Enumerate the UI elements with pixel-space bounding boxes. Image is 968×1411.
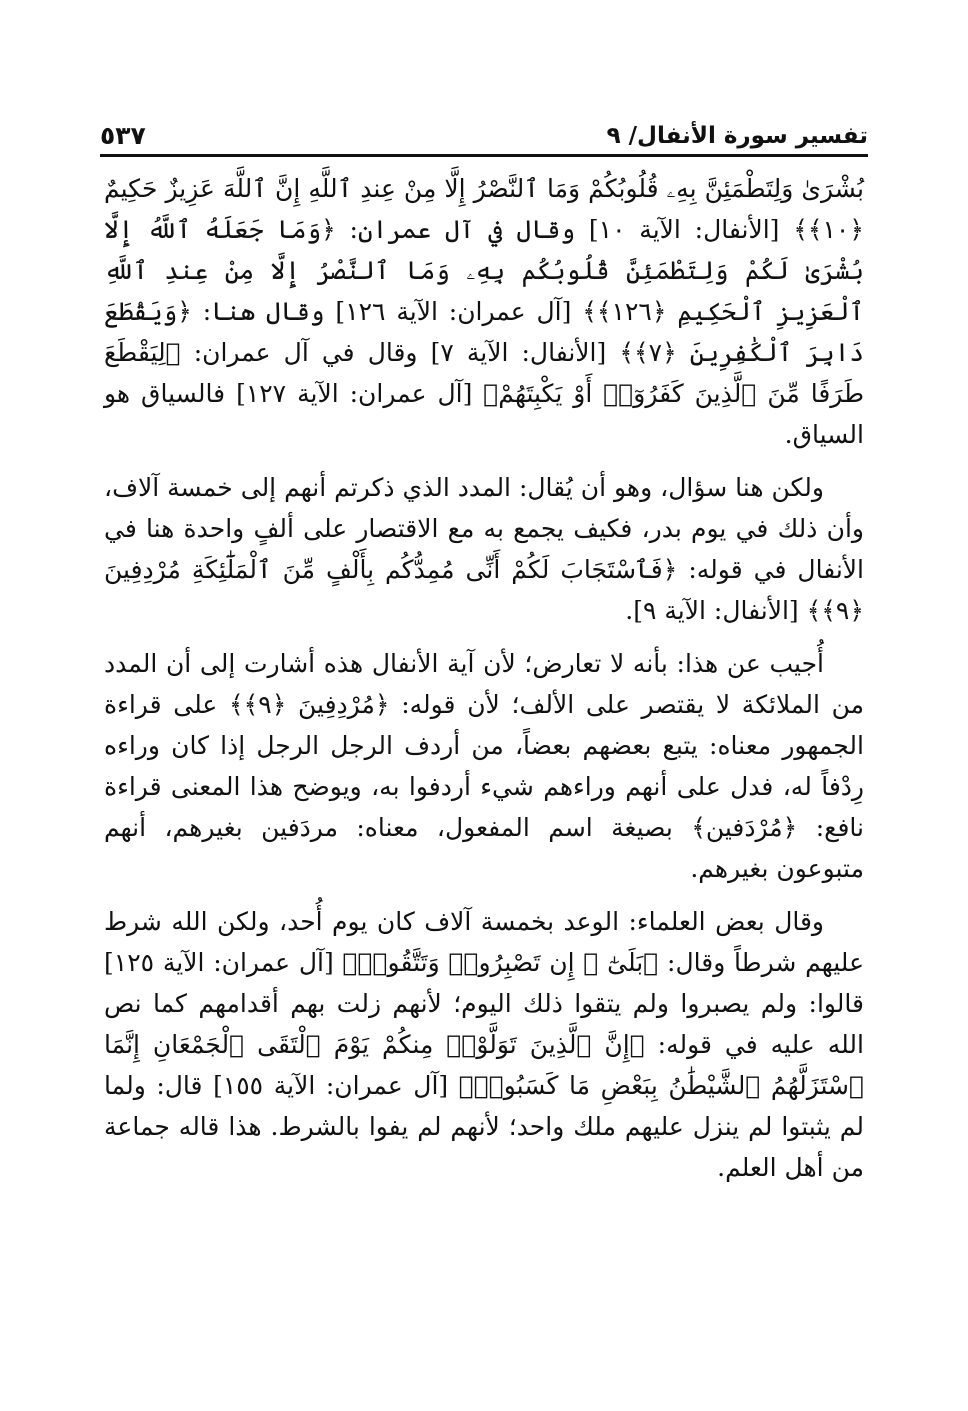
- paragraph-gap: [104, 889, 864, 901]
- paragraph-gap: [104, 455, 864, 467]
- paragraph-2: ولكن هنا سؤال، وهو أن يُقال: المدد الذي ذكرتم أنهم إلى خمسة آلاف، وأن ذلك في يوم بدر، فكيف يجمع به مع الاقتصار على ألفٍ واحدة هنا في الأنفال في قوله: ﴿فَٱسْتَجَابَ لَكُمْ أَنِّى مُمِدُّكُم بِأَلْفٍ مِّنَ ٱلْمَلَٰٓئِكَةِ مُرْدِفِينَ ﴿٩﴾﴾ [الأنفال: الآية ٩].: [104, 473, 864, 625]
- paragraph-1: بُشْرَىٰ وَلِتَطْمَئِنَّ بِهِۦ قُلُوبُكُمْ وَمَا ٱلنَّصْرُ إِلَّا مِنْ عِندِ ٱللَّهِ إِنَّ ٱللَّهَ عَزِيزٌ حَكِيمٌ ﴿١٠﴾﴾ [الأنفال: الآية ١٠] وقال في آل عمران: ﴿وَمَا جَعَلَهُ ٱللَّهُ إِلَّا بُشْرَىٰ لَكُمْ وَلِتَطْمَئِنَّ قُلُوبُكُم بِهِۦ وَمَا ٱلنَّصْرُ إِلَّا مِنْ عِندِ ٱللَّهِ ٱلْعَزِيزِ ٱلْحَكِيمِ ﴿١٢٦﴾﴾ [آل عمران: الآية ١٢٦] وقال هنا: ﴿وَيَقْطَعَ دَابِرَ ٱلْكَٰفِرِينَ ﴿٧﴾﴾ [الأنفال: الآية ٧] وقال في آل عمران: ﴿لِيَقْطَعَ طَرَفًا مِّنَ ٱلَّذِينَ كَفَرُوٓا۟ أَوْ يَكْبِتَهُمْ﴾ [آل عمران: الآية ١٢٧] فالسياق هو السياق.: [104, 174, 865, 449]
- paragraph-4: وقال بعض العلماء: الوعد بخمسة آلاف كان يوم أُحد، ولكن الله شرط عليهم شرطاً وقال: ﴿بَلَىٰٓ ۚ إِن تَصْبِرُوا۟ وَتَتَّقُوا۟﴾ [آل عمران: الآية ١٢٥] قالوا: ولم يصبروا ولم يتقوا ذلك اليوم؛ لأنهم زلت بهم أقدامهم كما نص الله عليه في قوله: ﴿إِنَّ ٱلَّذِينَ تَوَلَّوْا۟ مِنكُمْ يَوْمَ ٱلْتَقَى ٱلْجَمْعَانِ إِنَّمَا ٱسْتَزَلَّهُمُ ٱلشَّيْطَٰنُ بِبَعْضِ مَا كَسَبُوا۟﴾ [آل عمران: الآية ١٥٥] قال: ولما لم يثبتوا لم ينزل عليهم ملك واحد؛ لأنهم لم يفوا بالشرط. هذا قاله جماعة من أهل العلم.: [104, 907, 864, 1182]
- paragraph-gap: [104, 631, 864, 643]
- page-header: [100, 108, 868, 148]
- running-title: تفسير سورة الأنفال/ ٩: [606, 123, 868, 149]
- page-number: ٥٣٧: [100, 121, 146, 150]
- page-body: [104, 168, 864, 1188]
- header-rule: [100, 154, 868, 157]
- paragraph-3: أُجيب عن هذا: بأنه لا تعارض؛ لأن آية الأنفال هذه أشارت إلى أن المدد من الملائكة لا يقتصر على الألف؛ لأن قوله: ﴿مُرْدِفِينَ ﴿٩﴾﴾ على قراءة الجمهور معناه: يتبع بعضهم بعضاً، من أردف الرجل الرجل إذا كان وراءه رِدْفاً له، فدل على أنهم وراءهم شيء أردفوا به، ويوضح هذا المعنى قراءة نافع: ﴿مُرْدَفين﴾ بصيغة اسم المفعول، معناه: مردَفين بغيرهم، أنهم متبوعون بغيرهم.: [104, 649, 865, 883]
